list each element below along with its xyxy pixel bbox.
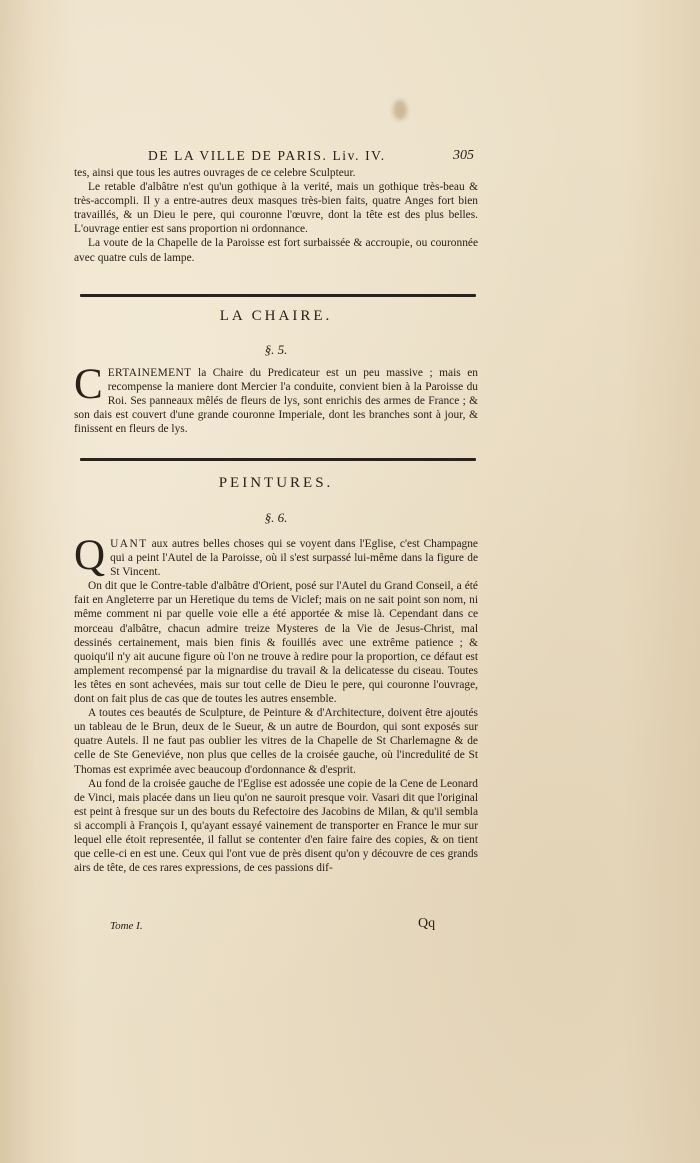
section-divider	[80, 294, 476, 297]
paragraph-body: aux autres belles choses qui se voyent dans l'Eglise, c'est Champagne qui a peint l'Autel de la Paroisse, où il s'est surpassé lui-même dans la figure de St Vincent.	[110, 538, 478, 579]
section-heading-chaire: LA CHAIRE.	[219, 308, 333, 324]
paragraph: La voute de la Chapelle de la Paroisse est fort surbaissée & accroupie, ou couronnée avec quatre culs de lampe.	[74, 237, 478, 264]
volume-label: Tome I.	[110, 920, 143, 932]
paragraph: Au fond de la croisée gauche de l'Eglise est adossée une copie de la Cene de Leonard de Vinci, mais placée dans un lieu qu'on ne sauroit presque voir. Vasari dit que l'original est peint à fresque sur un des bouts du Refectoire des Jacobins de Milan, & qu'il sembla si accompli à François I, qu'ayant essayé vainement de transporter en France le mur sur lequel elle étoit representée, il fallut se contenter d'en faire faire des copies, & on tient que celle-ci en est une. Ceux qui l'ont vue de près disent qu'on y découvre de ces grands airs de tête, de ces rares expressions, de ces passions dif-	[74, 777, 478, 875]
drop-cap: Q	[74, 532, 106, 579]
running-header: DE LA VILLE DE PARIS. Liv. IV.	[148, 148, 386, 163]
paragraph	[74, 532, 478, 579]
lead-word: ERTAINEMENT	[107, 367, 192, 379]
paragraph	[74, 361, 478, 436]
section-number-6: §. 6.	[264, 510, 288, 525]
paragraph: Le retable d'albâtre n'est qu'un gothique à la verité, mais un gothique très-beau & très-accompli. Il y a entre-autres deux masques très-bien faits, quatre Anges fort bien travaillés, & un Dieu le pere, qui couronne l'œuvre, dont la tête est des plus belles. L'ouvrage entier est sans proportion ni ordonnance.	[74, 181, 478, 236]
paragraph: A toutes ces beautés de Sculpture, de Peinture & d'Architecture, doivent être ajoutés un tableau de le Brun, deux de le Sueur, & un autre de Bourdon, qui sont exposés sur quatre Autels. Il ne faut pas oublier les vitres de la Chapelle de St Charlemagne & de celle de Ste Geneviéve, non plus que celles de la croisée gauche, où l'incredulité de St Thomas est exprimée avec beaucoup d'ordonnance & d'esprit.	[74, 707, 478, 776]
page-number: 305	[453, 148, 474, 163]
lead-word: UANT	[110, 538, 148, 550]
paragraph: On dit que le Contre-table d'albâtre d'Orient, posé sur l'Autel du Grand Conseil, a été fait en Angleterre par un Heretique du tems de Viclef; mais on ne sait point son nom, ni même comment ni par quelle voie elle a été apportée & mise là. Cependant dans ce morceau d'albâtre, chacun admire treize Mysteres de la Vie de Jesus-Christ, mal dessinés certainement, mais bien finis & fouillés avec une extrême patience ; & quoiqu'il n'y ait aucune figure où l'on ne trouve à redire pour la proportion, ce défaut est amplement recompensé par la mignardise du travail & la delicatesse du ciseau. Toutes les têtes en sont achevées, mais sur tout celle de Dieu le pere, qui couronne l'ouvrage, dont on fait plus de cas que de toutes les autres ensemble.	[74, 580, 478, 706]
signature-mark: Qq	[418, 916, 436, 931]
intro-text	[74, 166, 478, 265]
drop-cap: C	[74, 361, 103, 408]
section-divider	[80, 458, 476, 461]
peintures-text	[74, 532, 478, 875]
paper-stain	[393, 100, 407, 120]
section-number-5: §. 5.	[264, 342, 288, 357]
paragraph: tes, ainsi que tous les autres ouvrages de ce celebre Sculpteur.	[74, 167, 356, 179]
section-heading-peintures: PEINTURES.	[218, 475, 334, 491]
paragraph-body: la Chaire du Predicateur est un peu massive ; mais en recompense la maniere dont Mercier l'a conduite, convient bien à la Paroisse du Roi. Ses panneaux mêlés de fleurs de lys, sont enrichis des armes de France ; & son dais est couvert d'une grande couronne Imperiale, dont les branches sont à jour, & finissent en fleurs de lys.	[74, 367, 478, 436]
chaire-text	[74, 361, 478, 436]
